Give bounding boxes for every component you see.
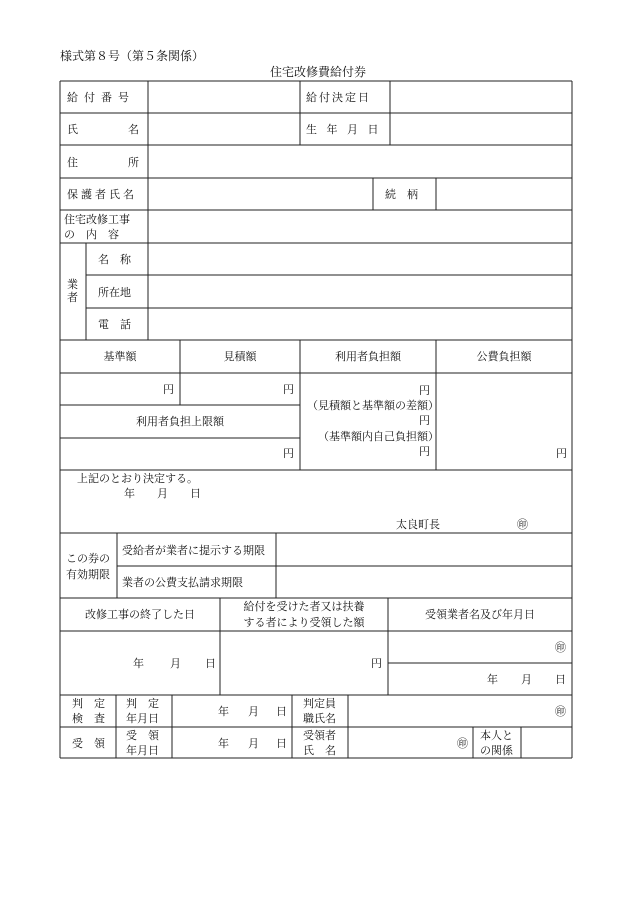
upper-limit-label: 利用者負担上限額	[136, 415, 224, 428]
validity-label-1: この券の	[66, 552, 110, 565]
end-month: 月	[170, 657, 181, 670]
decision-date: 年 月 日	[124, 487, 201, 500]
recipient-seal: ㊞	[457, 737, 468, 750]
inspection-month: 月	[248, 705, 259, 718]
form-title: 住宅改修費給付券	[270, 65, 367, 79]
yen-user-2: 円	[419, 414, 430, 427]
validity-label-2: 有効期限	[66, 568, 110, 581]
payment-decision-date-label: 給付決定日	[306, 91, 371, 104]
receipt-month: 月	[521, 673, 532, 686]
end-year: 年	[133, 657, 144, 670]
work-content-label-2: の 内 容	[64, 228, 119, 241]
receipt-year: 年	[487, 673, 498, 686]
received-amount-label-2: する者により受領した額	[243, 616, 365, 629]
issuer-name: 太良町長	[396, 518, 440, 531]
yen-base: 円	[163, 383, 174, 396]
end-day: 日	[205, 657, 216, 670]
inspection-label-2: 検 査	[72, 712, 105, 725]
work-content-label-1: 住宅改修工事	[64, 213, 130, 226]
decision-text: 上記のとおり決定する。	[77, 472, 198, 485]
yen-estimate: 円	[283, 383, 294, 396]
received-amount-label-1: 給付を受けた者又は扶養	[243, 600, 365, 613]
claim-deadline-label: 業者の公費支払請求期限	[122, 576, 243, 589]
amount-header-base: 基準額	[103, 350, 137, 363]
end-date-label: 改修工事の終了した日	[85, 608, 195, 621]
contractor-group-label: 業者	[67, 278, 78, 304]
inspection-day: 日	[276, 705, 287, 718]
self-burden-note: （基準額内自己負担額）	[318, 430, 439, 443]
official-label-2: 職氏名	[303, 712, 336, 725]
recipient-label-1: 受領者	[303, 729, 336, 742]
yen-public: 円	[556, 447, 567, 460]
relation-label-1: 本人と	[480, 729, 513, 742]
received-yen: 円	[371, 657, 382, 670]
yen-upper-limit: 円	[283, 447, 294, 460]
payment-number-label: 給付番号	[67, 91, 135, 104]
official-label-1: 判定員	[303, 697, 336, 710]
contractor-location-label: 所在地	[98, 286, 131, 299]
diff-note: （見積額と基準額の差額）	[307, 399, 439, 412]
contractor-phone-label: 電 話	[98, 318, 131, 331]
receipt-day: 日	[555, 673, 566, 686]
receipt-date-day: 日	[276, 737, 287, 750]
contractor-name-label: 名 称	[98, 253, 131, 266]
yen-user-1: 円	[419, 384, 430, 397]
inspection-date-label-2: 年月日	[126, 712, 159, 725]
relation-label-2: の関係	[480, 744, 513, 757]
inspection-label-1: 判 定	[72, 697, 105, 710]
receipt-date-year: 年	[218, 737, 229, 750]
official-seal: ㊞	[555, 705, 566, 718]
recipient-label-2: 氏 名	[303, 744, 336, 757]
form-number: 様式第８号（第５条関係）	[60, 49, 205, 63]
relationship-label: 続 柄	[385, 188, 418, 201]
amount-header-estimate: 見積額	[223, 350, 257, 363]
birthdate-label: 生 年 月 日	[306, 123, 382, 136]
present-deadline-label: 受給者が業者に提示する期限	[122, 544, 265, 557]
guardian-name-label: 保護者氏名	[67, 188, 137, 201]
amount-header-user-burden: 利用者負担額	[335, 350, 401, 363]
contractor-receipt-label: 受領業者名及び年月日	[425, 608, 535, 621]
receipt-label: 受 領	[72, 737, 105, 750]
amount-header-public-burden: 公費負担額	[476, 350, 532, 363]
receipt-date-label-2: 年月日	[126, 744, 159, 757]
inspection-year: 年	[218, 705, 229, 718]
contractor-seal: ㊞	[555, 641, 566, 654]
issuer-seal: ㊞	[517, 518, 528, 531]
receipt-date-month: 月	[248, 737, 259, 750]
receipt-date-label-1: 受 領	[126, 729, 159, 742]
inspection-date-label-1: 判 定	[126, 697, 159, 710]
yen-user-3: 円	[419, 445, 430, 458]
